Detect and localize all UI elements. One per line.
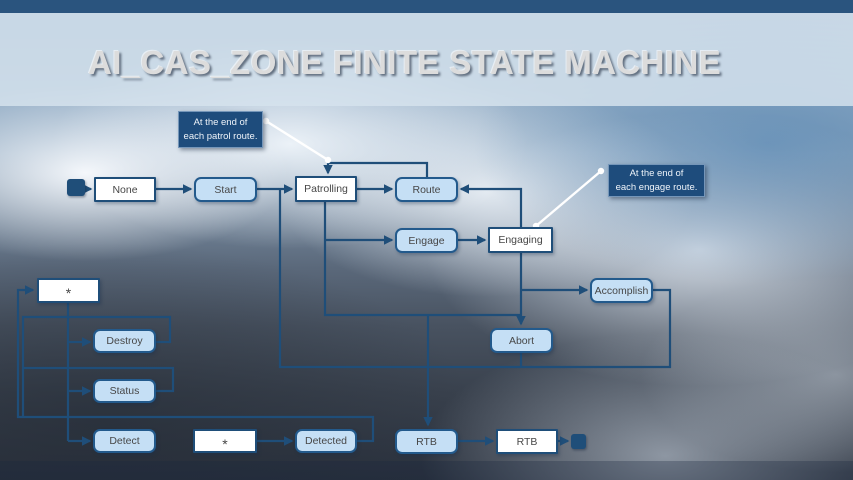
callout-patrol-note <box>178 111 263 148</box>
node-label: RTB <box>416 435 437 448</box>
callout-text-line: At the end of <box>193 117 248 129</box>
node-label: Detected <box>304 435 348 447</box>
callout-text-line: each patrol route. <box>183 130 258 142</box>
node-start <box>194 177 257 202</box>
node-entry <box>67 179 85 196</box>
callout-text-line: each engage route. <box>615 181 698 193</box>
node-patrolling <box>295 176 357 202</box>
bottom-shade <box>0 461 853 480</box>
node-any-top <box>37 278 100 303</box>
node-accomplish <box>590 278 653 303</box>
edge-patrolling-down-to-abort-line <box>325 202 521 315</box>
node-engage <box>395 228 458 253</box>
callout-connector-patrol-note <box>266 121 328 160</box>
node-detected <box>295 429 357 453</box>
callout-text-line: At the end of <box>629 168 684 180</box>
node-label: * <box>222 435 228 452</box>
node-any-bottom <box>193 429 257 453</box>
connector-dot <box>325 157 331 163</box>
node-none <box>94 177 156 202</box>
node-label: * <box>65 285 72 301</box>
node-destroy <box>93 329 156 353</box>
page-title: AI_CAS_ZONE FINITE STATE MACHINE <box>88 44 722 81</box>
node-label: Detect <box>109 435 140 447</box>
edge-engaging-top-to-route <box>461 189 521 227</box>
edge-detected-return-to-any <box>18 290 373 441</box>
node-label: Destroy <box>106 335 143 347</box>
node-label: Route <box>412 183 441 196</box>
node-abort <box>490 328 553 353</box>
node-rtb-action <box>395 429 458 454</box>
node-label: None <box>112 183 138 196</box>
node-status <box>93 379 156 403</box>
node-rtb-state <box>496 429 558 454</box>
node-label: Start <box>214 183 237 196</box>
node-label: Accomplish <box>594 284 649 297</box>
connector-dot <box>598 168 604 174</box>
node-label: Engage <box>408 234 445 247</box>
node-route <box>395 177 458 202</box>
node-exit <box>571 434 586 449</box>
connector-dot <box>263 118 269 124</box>
callout-connector-engage-note <box>536 171 601 226</box>
node-engaging <box>488 227 553 253</box>
node-label: Engaging <box>498 234 543 246</box>
node-label: Abort <box>508 334 535 347</box>
node-label: RTB <box>516 435 538 448</box>
node-label: Patrolling <box>304 183 348 195</box>
node-label: Status <box>109 385 140 397</box>
node-detect <box>93 429 156 453</box>
callout-engage-note <box>608 164 705 197</box>
